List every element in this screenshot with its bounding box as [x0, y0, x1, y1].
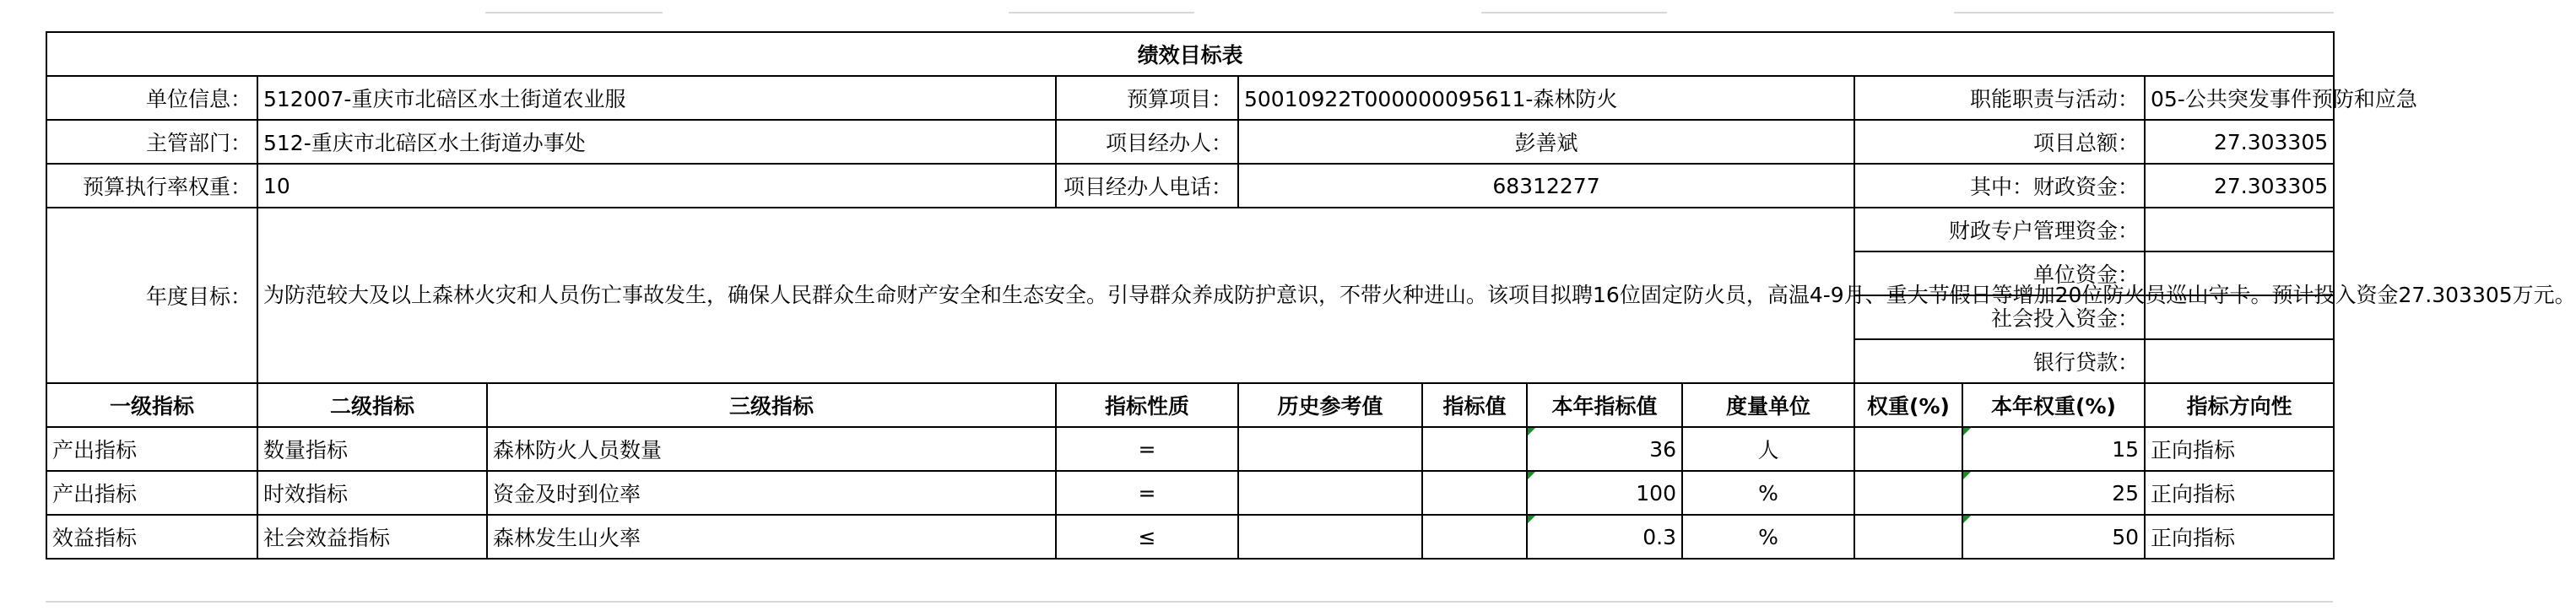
- weight-value[interactable]: 10: [257, 164, 1056, 208]
- indicator-row: [46, 427, 2334, 471]
- fiscal-label: 财政资金：: [2032, 175, 2139, 199]
- cell-l3[interactable]: 森林发生山火率: [487, 515, 1056, 559]
- sheet-gridline: [1009, 12, 1194, 14]
- budget-item-label: 预算项目：: [1056, 76, 1238, 120]
- sheet-gridline: [1954, 12, 2334, 14]
- cell-year-value[interactable]: 0.3: [1527, 515, 1682, 559]
- cell-value[interactable]: [1422, 471, 1527, 515]
- special-value[interactable]: [2145, 208, 2334, 251]
- total-value[interactable]: 27.303305: [2145, 120, 2334, 164]
- cell-l2[interactable]: 社会效益指标: [257, 515, 487, 559]
- cell-history[interactable]: [1238, 427, 1422, 471]
- indicator-header-row: [46, 383, 2334, 427]
- header-history: 历史参考值: [1238, 383, 1422, 427]
- cell-l2[interactable]: 时效指标: [257, 471, 487, 515]
- unit-info-value: 512007-重庆市北碚区水土街道农业服: [263, 87, 626, 111]
- cell-value[interactable]: [1422, 427, 1527, 471]
- cell-year-value[interactable]: 100: [1527, 471, 1682, 515]
- header-l1: 一级指标: [46, 383, 257, 427]
- cell-direction[interactable]: 正向指标: [2145, 427, 2334, 471]
- cell-l3[interactable]: 森林防火人员数量: [487, 427, 1056, 471]
- info-row: [46, 164, 2334, 208]
- cell-value[interactable]: [1422, 515, 1527, 559]
- header-value: 指标值: [1422, 383, 1527, 427]
- header-year-weight: 本年权重(%): [1962, 383, 2145, 427]
- header-direction: 指标方向性: [2145, 383, 2334, 427]
- phone-label: 项目经办人电话：: [1056, 164, 1238, 208]
- bank-label: 银行贷款：: [1854, 339, 2145, 383]
- fiscal-label-cell: [1854, 164, 2145, 208]
- header-weight: 权重(%): [1854, 383, 1962, 427]
- cell-weight[interactable]: [1854, 515, 1962, 559]
- bank-value[interactable]: [2145, 339, 2334, 383]
- manager-label: 项目经办人：: [1056, 120, 1238, 164]
- cell-nature[interactable]: ≤: [1056, 515, 1238, 559]
- cell-direction[interactable]: 正向指标: [2145, 471, 2334, 515]
- phone-value[interactable]: 68312277: [1238, 164, 1854, 208]
- unit-info-cell[interactable]: [257, 76, 1056, 120]
- cell-direction[interactable]: 正向指标: [2145, 515, 2334, 559]
- cell-nature[interactable]: =: [1056, 427, 1238, 471]
- cell-l1[interactable]: 产出指标: [46, 427, 257, 471]
- header-year-value: 本年指标值: [1527, 383, 1682, 427]
- sheet-gridline: [46, 601, 2333, 603]
- total-label: 项目总额：: [1854, 120, 2145, 164]
- dept-label: 主管部门：: [46, 120, 257, 164]
- sheet-gridline: [1481, 12, 1667, 14]
- goal-label: 年度目标：: [46, 208, 257, 383]
- cell-nature[interactable]: =: [1056, 471, 1238, 515]
- budget-item-value[interactable]: 50010922T000000095611-森林防火: [1238, 76, 1854, 120]
- cell-year-weight[interactable]: 15: [1962, 427, 2145, 471]
- unit-info-label: 单位信息：: [46, 76, 257, 120]
- info-row: [46, 120, 2334, 164]
- cell-l2[interactable]: 数量指标: [257, 427, 487, 471]
- indicator-row: [46, 471, 2334, 515]
- cell-weight[interactable]: [1854, 471, 1962, 515]
- cell-l1[interactable]: 效益指标: [46, 515, 257, 559]
- goal-row: [46, 208, 2334, 251]
- cell-l3[interactable]: 资金及时到位率: [487, 471, 1056, 515]
- fiscal-prefix: 其中：: [1969, 175, 2033, 199]
- unit-funds-label: 单位资金：: [1854, 251, 2145, 295]
- cell-history[interactable]: [1238, 471, 1422, 515]
- info-row: [46, 76, 2334, 120]
- cell-history[interactable]: [1238, 515, 1422, 559]
- cell-l1[interactable]: 产出指标: [46, 471, 257, 515]
- cell-year-weight[interactable]: 50: [1962, 515, 2145, 559]
- cell-unit[interactable]: %: [1682, 515, 1854, 559]
- performance-target-table: [46, 31, 2576, 560]
- table-title: 绩效目标表: [46, 32, 2334, 76]
- cell-weight[interactable]: [1854, 427, 1962, 471]
- goal-text[interactable]: 为防范较大及以上森林火灾和人员伤亡事故发生，确保人民群众生命财产安全和生态安全。引导群众养成防护意识，不带火种进山。该项目拟聘16位固定防火员，高温4-9月、重大节假日等增加20位防火员巡山守卡。预计投入资金27.303305万元。: [257, 208, 1854, 383]
- header-l2: 二级指标: [257, 383, 487, 427]
- weight-label: 预算执行率权重：: [46, 164, 257, 208]
- cell-unit[interactable]: %: [1682, 471, 1854, 515]
- indicator-row: [46, 515, 2334, 559]
- social-label: 社会投入资金：: [1854, 295, 2145, 339]
- header-l3: 三级指标: [487, 383, 1056, 427]
- fiscal-value[interactable]: 27.303305: [2145, 164, 2334, 208]
- manager-value[interactable]: 彭善斌: [1238, 120, 1854, 164]
- function-value[interactable]: 05-公共突发事件预防和应急: [2145, 76, 2334, 120]
- cell-year-value[interactable]: 36: [1527, 427, 1682, 471]
- special-label: 财政专户管理资金：: [1854, 208, 2145, 251]
- sheet-gridline: [485, 12, 663, 14]
- cell-year-weight[interactable]: 25: [1962, 471, 2145, 515]
- dept-value[interactable]: 512-重庆市北碚区水土街道办事处: [257, 120, 1056, 164]
- cell-unit[interactable]: 人: [1682, 427, 1854, 471]
- function-label: 职能职责与活动：: [1854, 76, 2145, 120]
- header-unit: 度量单位: [1682, 383, 1854, 427]
- header-nature: 指标性质: [1056, 383, 1238, 427]
